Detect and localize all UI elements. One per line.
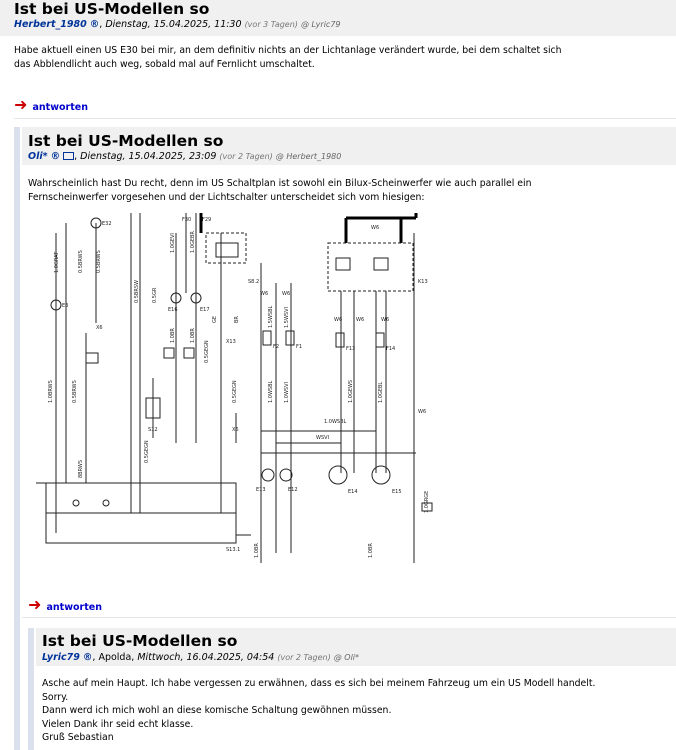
label-w13: 0.5GEGN xyxy=(204,340,210,363)
label-w6c: W6 xyxy=(334,317,343,323)
label-w24: 1.0GRGE xyxy=(424,490,430,513)
label-w6e: W6 xyxy=(381,317,390,323)
post-meta: Lyric79 ®, Apolda, Mittwoch, 16.04.2025, 04:54 (vor 2 Tagen) @ Oli* xyxy=(42,652,360,663)
thread-indent-bar xyxy=(14,127,20,619)
post-title: Ist bei US-Modellen so xyxy=(42,632,238,650)
post-date: Mittwoch, 16.04.2025, 04:54 xyxy=(137,652,275,663)
label-w28: 1.5WSVI xyxy=(284,307,290,328)
label-w16: 0.5BRWS xyxy=(72,380,78,403)
label-s8: S8.2 xyxy=(248,279,260,285)
post-header xyxy=(0,0,676,36)
label-w26: 1.0BR xyxy=(368,543,374,558)
thread-indent-bar xyxy=(28,628,34,750)
label-e15: E15 xyxy=(392,489,402,495)
separator xyxy=(22,617,676,618)
wiring-diagram[interactable] xyxy=(36,213,446,573)
post-meta: Herbert_1980 ®, Dienstag, 15.04.2025, 11:30 (vor 3 Tagen) @ Lyric79 xyxy=(14,19,341,30)
label-w21: 1.0GEBL xyxy=(378,381,384,403)
post-ago: (vor 3 Tagen) xyxy=(244,20,298,29)
email-icon[interactable] xyxy=(63,152,74,160)
label-w27: 8BRWS xyxy=(78,459,84,478)
body-line: Habe aktuell einen US E30 bei mir, an dem definitiv nichts an der Lichtanlage verändert wurde, bei dem schaltet sich xyxy=(14,45,562,56)
label-w4: 0.5BRSW xyxy=(134,280,140,303)
post-body xyxy=(42,677,672,745)
post-ago: (vor 2 Tagen) xyxy=(219,152,273,161)
arrow-right-icon: ➜ xyxy=(28,595,42,614)
author-link[interactable]: Herbert_1980 xyxy=(14,19,87,30)
label-w20: 1.0GEWS xyxy=(348,379,354,403)
label-w6g: W6 xyxy=(371,225,380,231)
post-body xyxy=(14,44,664,71)
body-line: Asche auf mein Haupt. Ich habe vergessen zu erwähnen, dass es sich bei meinem Fahrzeug um ein US Modell handelt. xyxy=(42,678,596,689)
body-line: Wahrscheinlich hast Du recht, denn im US Schaltplan ist sowohl ein Bilux-Scheinwerfer wie auch parallel ein xyxy=(28,178,532,189)
label-f29: F29 xyxy=(202,217,212,223)
reply-button[interactable]: antworten xyxy=(46,602,102,613)
post-body xyxy=(28,177,668,204)
registered-mark: ® xyxy=(50,151,61,162)
label-x13: X13 xyxy=(226,339,236,345)
body-line: Fernscheinwerfer vorgesehen und der Lichtschalter unterscheidet sich vom hiesigen: xyxy=(28,191,425,203)
label-w11: GE xyxy=(212,315,218,323)
post-date: Dienstag, 15.04.2025, 11:30 xyxy=(105,19,242,30)
label-e17: E17 xyxy=(200,307,210,313)
reply-to[interactable]: @ Oli* xyxy=(333,653,360,662)
body-line: Gruß Sebastian xyxy=(42,732,114,743)
label-s13: S13.1 xyxy=(226,547,241,553)
label-w17: 0.5GEGN xyxy=(144,440,150,463)
label-w18: 1.0WSBL xyxy=(268,380,274,403)
post-date: Dienstag, 15.04.2025, 23:09 xyxy=(80,151,217,162)
post-meta: Oli* ® , Dienstag, 15.04.2025, 23:09 (vor 2 Tagen) @ Herbert_1980 xyxy=(28,151,342,162)
post-title: Ist bei US-Modellen so xyxy=(28,132,224,150)
label-w6f: W6 xyxy=(418,409,427,415)
separator xyxy=(14,118,676,119)
label-w6d: W6 xyxy=(356,317,365,323)
reply-to[interactable]: @ Herbert_1980 xyxy=(275,152,342,161)
author-link[interactable]: Oli* xyxy=(28,151,48,162)
author-link[interactable]: Lyric79 xyxy=(42,652,80,663)
reply-row xyxy=(14,95,88,114)
registered-mark: ® xyxy=(82,652,93,663)
label-w6a: W6 xyxy=(260,291,269,297)
reply-to[interactable]: @ Lyric79 xyxy=(300,20,341,29)
label-f30: F30 xyxy=(182,217,192,223)
label-w10: 1.0BR xyxy=(190,328,196,343)
label-w2: 0.5BRWS xyxy=(78,250,84,273)
label-f14: F14 xyxy=(386,346,396,352)
label-e3: E3 xyxy=(62,303,69,309)
label-f2: F2 xyxy=(273,344,280,350)
label-e32: E32 xyxy=(102,221,112,227)
label-w14: 0.5GEGN xyxy=(232,380,238,403)
body-line: Vielen Dank ihr seid echt klasse. xyxy=(42,718,194,730)
label-f1: F1 xyxy=(296,344,303,350)
label-w23: WSVI xyxy=(316,435,330,441)
label-f13: F13 xyxy=(346,346,356,352)
label-k13: K13 xyxy=(418,279,428,285)
label-w25: 1.0BR xyxy=(254,543,260,558)
label-w3: 0.5BRWS xyxy=(96,250,102,273)
thread-indent-bar xyxy=(14,619,20,750)
label-x6: X6 xyxy=(96,325,103,331)
label-e14: E14 xyxy=(348,489,358,495)
registered-mark: ® xyxy=(89,19,100,30)
label-w12: BR xyxy=(234,316,240,323)
post-title: Ist bei US-Modellen so xyxy=(14,0,210,18)
post-header xyxy=(22,127,676,165)
label-w9: 1.0BR xyxy=(170,328,176,343)
label-e13: E13 xyxy=(256,487,266,493)
post-ago: (vor 2 Tagen) xyxy=(277,653,331,662)
post-location: Apolda, xyxy=(98,652,135,663)
label-w22: 1.0WSBL xyxy=(324,419,347,425)
body-line: Dann werd ich mich wohl an diese komische Schaltung gewöhnen müssen. xyxy=(42,705,392,716)
post-header xyxy=(36,628,676,666)
label-w6b: W6 xyxy=(282,291,291,297)
label-w15: 1.0BRWS xyxy=(48,380,54,403)
reply-button[interactable]: antworten xyxy=(32,102,88,113)
body-line: das Abblendlicht auch weg, sobald mal auf Fernlicht umschaltet. xyxy=(14,58,315,70)
label-s12: S12 xyxy=(148,427,158,433)
label-w19: 1.0WSVI xyxy=(284,382,290,403)
arrow-right-icon: ➜ xyxy=(14,95,28,114)
body-line: Sorry. xyxy=(42,691,69,703)
reply-row xyxy=(28,595,102,614)
label-w7: 1.0GEVI xyxy=(170,233,176,253)
label-w29: 1.5WSBL xyxy=(268,305,274,328)
label-w8: 1.0GEBR xyxy=(190,231,196,253)
label-w5: 0.5GR xyxy=(152,287,158,303)
label-e12: E12 xyxy=(288,487,298,493)
label-x6b: X6 xyxy=(232,427,239,433)
label-w1: 1.0GRAT xyxy=(54,251,60,273)
label-e16: E16 xyxy=(168,307,178,313)
